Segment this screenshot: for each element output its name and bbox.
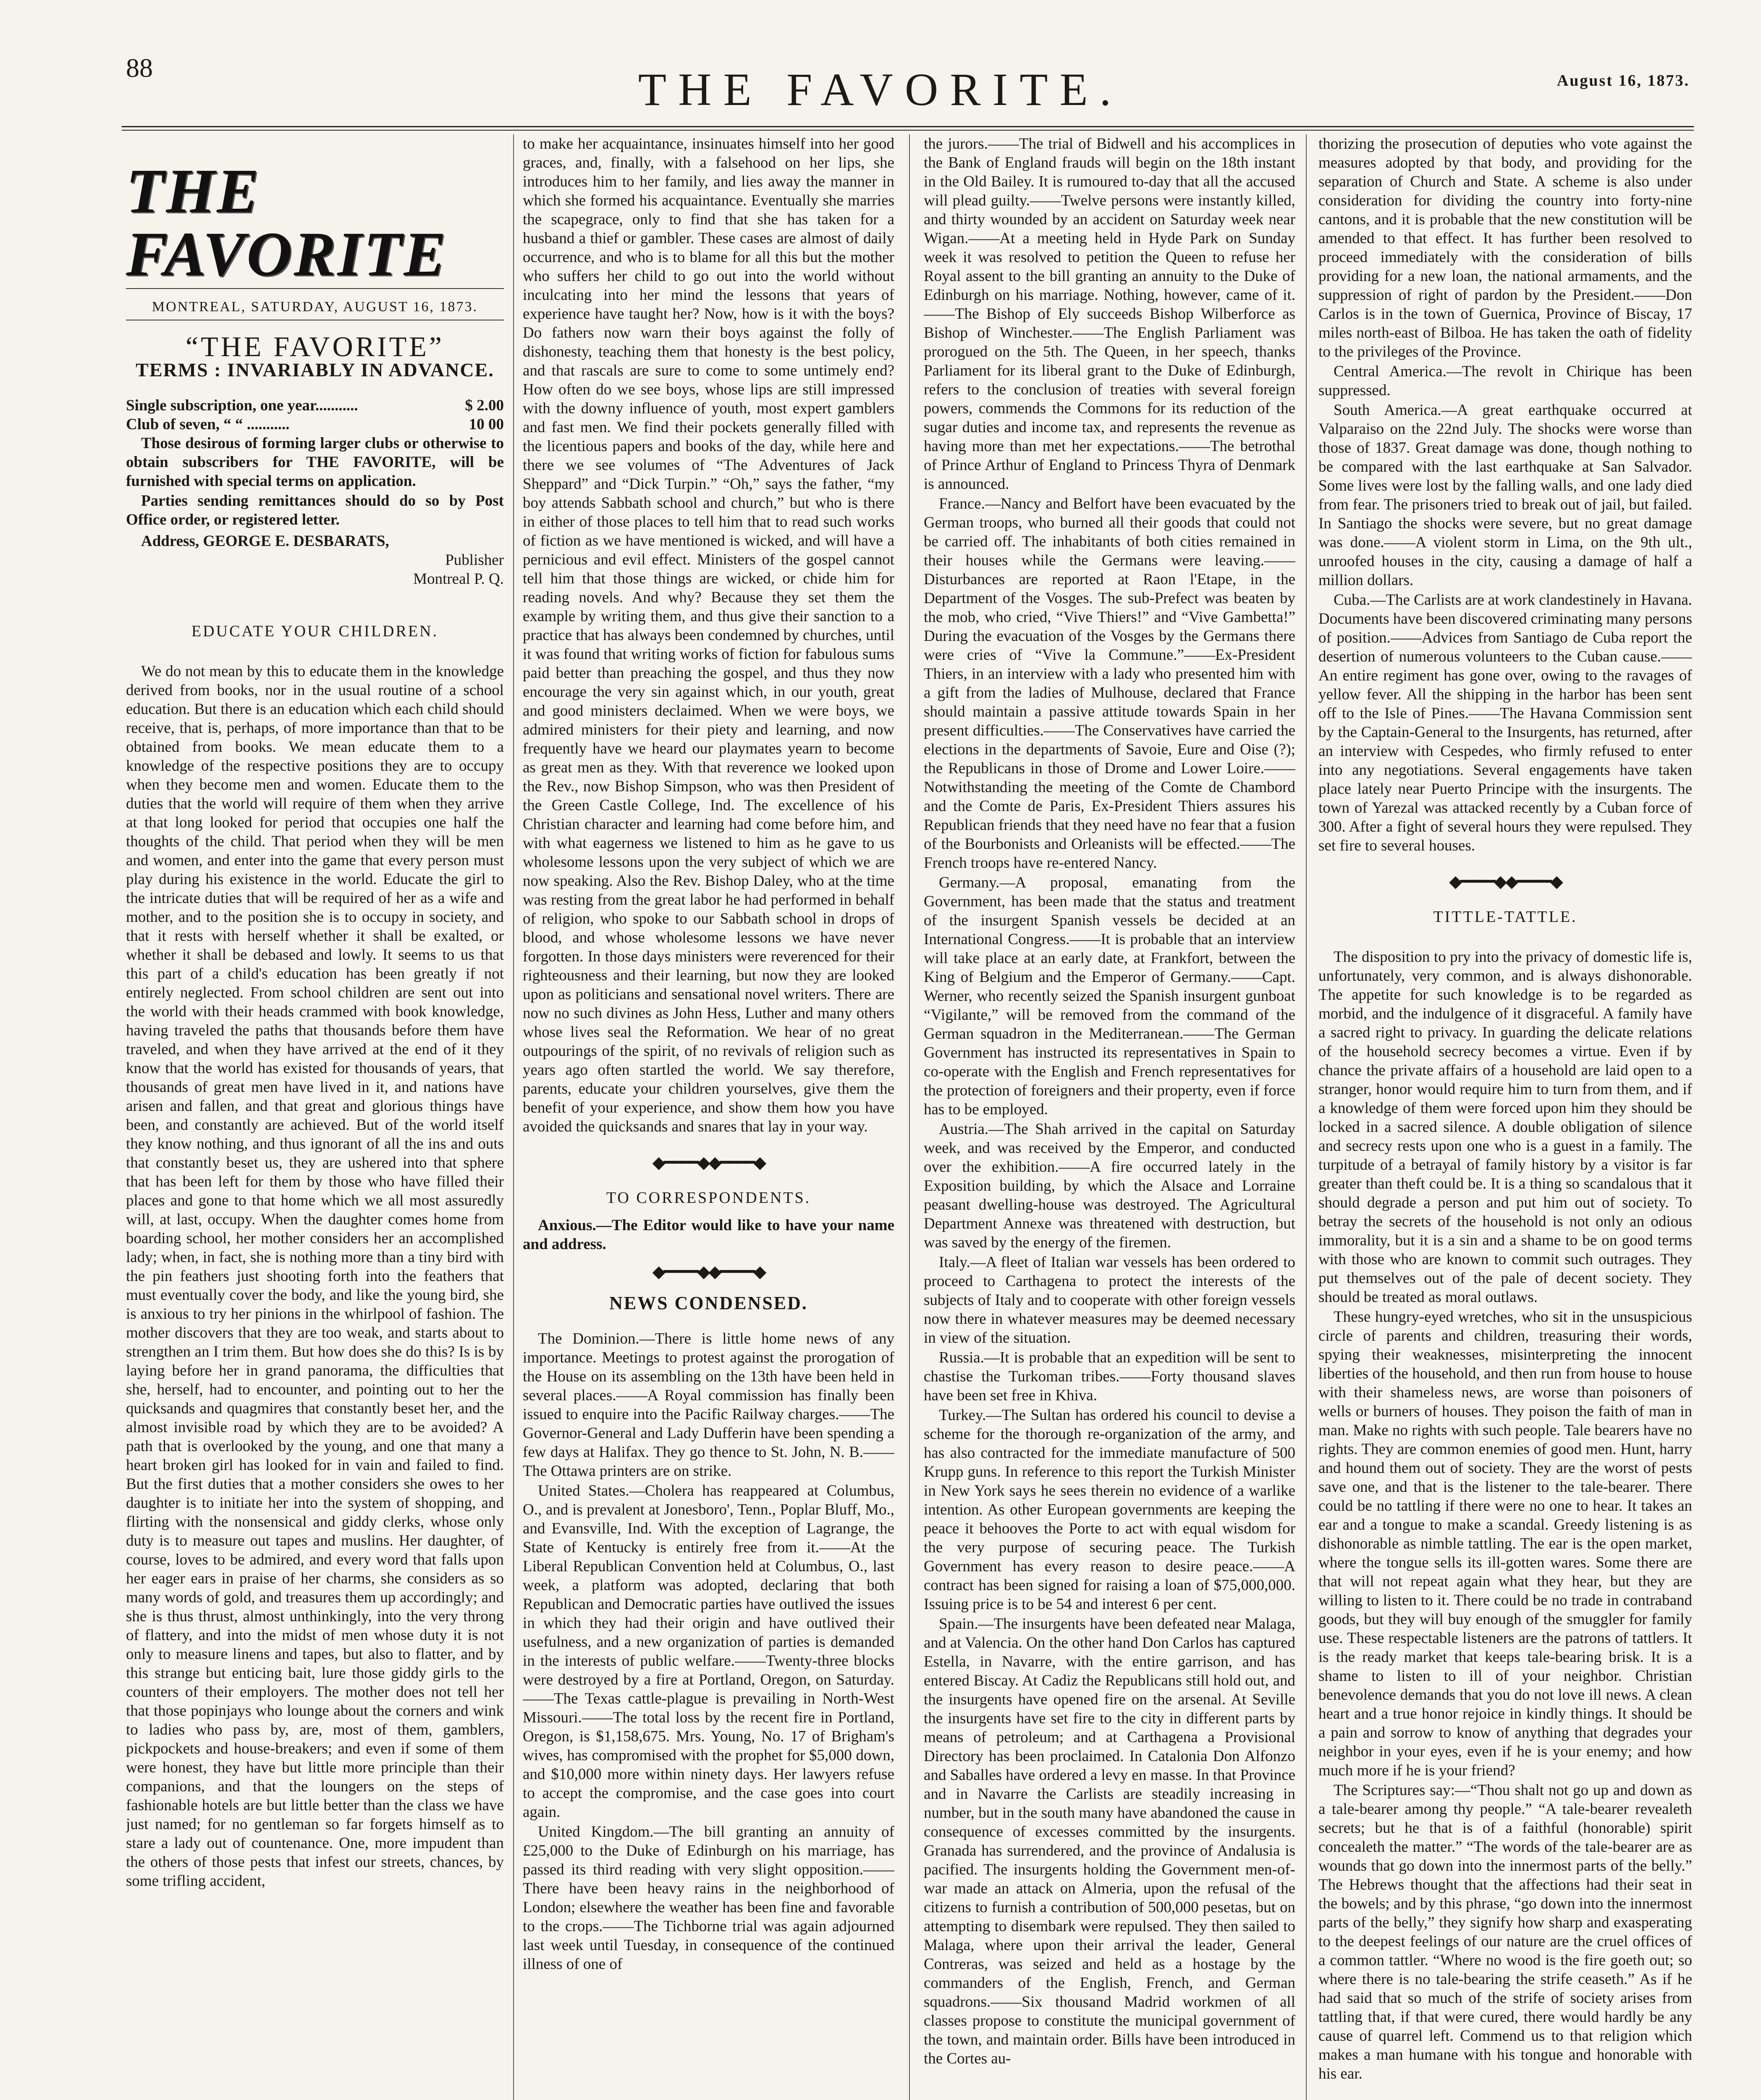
news-austria: Austria.—The Shah arrived in the capital on Saturday week, and was received by the Emperor, and conducted over the exhibition.——A fire occurred lately in the Exposition building, by which the Alsace and Lorraine peasant dwelling-house was destroyed. The Agricultural Department Annexe was threatened with destruction, but was saved by the energy of the firemen.: [924, 1121, 1295, 1251]
column-rule-1: [513, 134, 514, 2100]
news-spain-continued: thorizing the prosecution of deputies who vote against the measures adopted by that body, and providing for the separation of Church and State. A scheme is also under consideration for dividing the country into forty-nine cantons, and it is probable that the new constitution will be amended to that effect. It has further been resolved to proceed immediately with the consideration of bills providing for a new loan, the national armaments, and the suppression of right of pardon by the President.——Don Carlos is in the town of Guernica, Province of Biscay, 17 miles north-east of Bilboa. He has taken the oath of fidelity to the privileges of the Province.: [1318, 135, 1692, 360]
rate-price: 10 00: [469, 416, 504, 433]
educate-continued: to make her acquaintance, insinuates himself into her good graces, and, finally, with a falsehood on her lips, she introduces him to her family, and lies away the manner in which she formed his acquaintance. Eventually she marries the scapegrace, only to find that she has taken for a husband a thief or gambler. These cases are almost of daily occurrence, and who is to blame for all this but the mother who suffers her child to go out into the world without inculcating into her mind the lessons that years of experience have taught her? Now, how is it with the boys? Do fathers now warn their boys against the folly of dishonesty, teaching them that honesty is the best policy, and that rascals are sure to come to some untimely end? How often do we see boys, whose lips are still impressed with the downy influence of youth, most expert gamblers and fast men. We find their pockets generally filled with the licentious papers and books of the day, while here and there we see volumes of “The Adventures of Jack Sheppard” and “Dick Turpin.” “Oh,” says the father, “my boy attends Sabbath school and church,” but who is there in either of those places to tell him that to read such works of fiction as we have mentioned is wicked, and will have a pernicious and evil effect. Ministers of the gospel cannot tell him that those things are wicked, or chide him for reading novels. And why? Because they set them the example by writing them, and thus give their sanction to a practice that has always been condemned by churches, until it was found that writing works of fiction for fabulous sums paid better than preaching the gospel, and thus they now encourage the very sin against which, in our youth, great and good ministers declaimed. When we were boys, we admired ministers for their piety and learning, and now frequently have we heard our playmates yearn to become as great men as they. With that reverence we looked upon the Rev., now Bishop Simpson, who was then President of the Green Castle College, Ind. The excellence of his Christian character and learning had come before him, and with what eagerness we listened to him as he gave to us wholesome lessons upon the very subject of which we are now speaking. Also the Rev. Bishop Daley, who at the time was resting from the great labor he had performed in behalf of religion, who spoke to our Sabbath school in drops of blood, and whose wholesome lessons we have never forgotten. In those days ministers were reverenced for their righteousness and their learning, but now they are looked upon as politicians and sensational novel writers. There are now no such divines as John Hess, Luther and many others whose lives seal the Reformation. We hear of no great outpourings of the spirit, of no revivals of religion such as years ago often startled the world. We say therefore, parents, educate your children yourselves, give them the benefit of your experience, and show them how you have avoided the quicksands and snares that lay in your way.: [523, 135, 894, 1135]
header-rule: [122, 126, 1694, 131]
rate-single: [126, 396, 504, 415]
terms-heading: TERMS : INVARIABLY IN ADVANCE.: [136, 359, 494, 381]
ornament-divider: ◆━━━━◆◆━━━━◆: [1449, 872, 1562, 891]
news-heading: NEWS CONDENSED.: [609, 1293, 808, 1313]
educate-paragraph: We do not mean by this to educate them in the knowledge derived from books, nor in the usual routine of a school education. But there is an education which each child should receive, that is, perhaps, of more importance than that to be obtained from books. We mean educate them to a knowledge of the respective positions they are to occupy when they become men and women. Educate them to the duties that the world will require of them when they arrive at that long looked for period that occupies one half the thoughts of the child. That period when they will be men and women, and enter into the game that every person must play during his existence in the world. Educate the girl to the intricate duties that will be required of her as a wife and mother, and to the position she is to occupy in society, and that it rests with herself whether it shall be exalted, or whether it shall be debased and lowly. It seems to us that this part of a child's education has been greatly if not entirely neglected. From school children are sent out into the world with their heads crammed with book knowledge, having traveled the paths that thousands before them have traveled, and when they have arrived at the end of it they know that the world has existed for thousands of years, that thousands of great men have lived in it, and nations have arisen and fallen, and that great and glorious things have been, and constantly are achieved. But of the world itself they know nothing, and thus ignorant of all the ins and outs that constantly beset us, they are ushered into that sphere that has been left for them by those who have filled their places and gone to that home which we all most assuredly will, at last, occupy. When the daughter comes home from boarding school, her mother considers her an accomplished lady; when, in fact, she is nothing more than a tiny bird with the pin feathers just shooting forth into the feathers that must eventually cover the body, and like the young bird, she is anxious to try her pinions in the whirlpool of fashion. The mother discovers that they are too weak, and starts about to strengthen an I trim them. But how does she do this? Is is by laying before her in grand panorama, the difficulties that she, herself, had to encounter, and pointing out to her the quicksands and quagmires that constantly beset her, and the almost invisible road by which they are to be avoided? A path that is overlooked by the young, and one that many a heart broken girl has looked for in vain and failed to find. But the first duties that a mother considers she owes to her daughter is to initiate her into the system of shopping, and flirting with the nonsensical and giddy clerks, whose only duty is to measure out tapes and muslins. Her daughter, of course, loves to be admired, and every word that falls upon her eager ears in praise of her charms, she considers as so many words of gold, and treasures them up accordingly; and she is thus thrust, almost unthinkingly, into the very throng of flattery, and into the midst of men whose duty it is not only to measure linens and tapes, but also to flatter, and by this strange but enticing bait, lure those giddy girls to the counters of their employers. The mother does not tell her that those popinjays who lounge about the corners and wink to ladies who pass by, are, most of them, gamblers, pickpockets and house-breakers; and even if some of them were honest, they have but little more principle than their companions, and that the loungers on the steps of fashionable hotels are but little better than the class we have just named; for no gentleman so far forgets himself as to stare a lady out of countenance. One, more impudent than the others of those pests that infest our streets, chances, by some trifling accident,: [126, 663, 504, 1890]
remittances-notice: Parties sending remittances should do so by Post Office order, or registered letter.: [126, 492, 504, 528]
news-central-america: Central America.—The revolt in Chirique has been suppressed.: [1318, 363, 1692, 399]
rate-label: Club of seven, “ “ ...........: [126, 416, 290, 433]
news-russia: Russia.—It is probable that an expedition will be sent to chastise the Turkoman tribes.——Forty thousand slaves have been set free in Khiva.: [924, 1349, 1295, 1404]
masthead-title: THE FAVORITE.: [638, 64, 1123, 115]
favorite-heading: “THE FAVORITE”: [186, 331, 444, 362]
news-italy: Italy.—A fleet of Italian war vessels has been ordered to proceed to Carthagena to protect the interests of the subjects of Italy and to cooperate with other foreign vessels now there in whatever measures may be deemed necessary in view of the situation.: [924, 1254, 1295, 1347]
news-south-america: South America.—A great earthquake occurred at Valparaiso on the 22nd July. The shocks were worse than those of 1837. Great damage was done, though nothing to be compared with the last earthquake at San Salvador. Some lives were lost by the falling walls, and one lady died from fear. The prisoners tried to break out of jail, but failed. In Santiago the shocks were severe, but no great damage was done.——A violent storm in Lima, on the 9th ult., unroofed houses in the city, causing a damage of half a million dollars.: [1318, 402, 1692, 589]
educate-heading: EDUCATE YOUR CHILDREN.: [191, 622, 438, 640]
column-3: [924, 134, 1295, 2100]
correspondents-heading: TO CORRESPONDENTS.: [606, 1189, 811, 1207]
header-date: August 16, 1873.: [1557, 72, 1690, 89]
publisher-line: Publisher: [445, 551, 504, 569]
news-dominion: The Dominion.—There is little home news of any importance. Meetings to protest against the prorogation of the House on its assembling on the 13th have been held in several places.——A Royal commission has finally been issued to enquire into the Pacific Railway charges.——The Governor-General and Lady Dufferin have been spending a few days at Halifax. They go thence to St. John, N. B.——The Ottawa printers are on strike.: [523, 1330, 894, 1480]
clubs-notice: Those desirous of forming larger clubs or otherwise to obtain subscribers for THE FAVORITE, will be furnished with special terms on application.: [126, 435, 504, 490]
news-united-kingdom: United Kingdom.—The bill granting an annuity of £25,000 to the Duke of Edinburgh on his marriage, has passed its third reading with very slight opposition.——There have been heavy rains in the neighborhood of London; elsewhere the weather has been fine and favorable to the crops.——The Tichborne trial was again adjourned last week until Tuesday, in consequence of the continued illness of one of: [523, 1823, 894, 1973]
column-4: [1318, 134, 1692, 2100]
favorite-logo: THE FAVORITE: [126, 156, 448, 289]
rate-label: Single subscription, one year...........: [126, 397, 358, 414]
tittle-paragraph-3: The Scriptures say:—“Thou shalt not go up and down as a tale-bearer among thy people.” “A tale-bearer revealeth secrets; but he that is of a faithful (honorable) spirit concealeth the matter.” “The words of the tale-bearer are as wounds that go down into the innermost parts of the belly.” The Hebrews thought that the affections had their seat in the bowels; and by this phrase, “go down into the innermost parts of the belly,” they signify how sharp and exasperating to the deepest feelings of our nature are the cruel offices of a common tattler. “Where no wood is the fire goeth out; so where there is no tale-bearing the strife ceaseth.” As if he had said that so much of the strife of society arises from tattling that, if that were cured, there would hardly be any cause of quarrel left. Commend us to that religion which makes a man humane with his tongue and honorable with his ear.: [1318, 1782, 1692, 2082]
news-uk-continued: the jurors.——The trial of Bidwell and his accomplices in the Bank of England frauds will begin on the 18th instant in the Old Bailey. It is rumoured to-day that all the accused will plead guilty.——Twelve persons were instantly killed, and thirty wounded by an accident on Saturday week near Wigan.——At a meeting held in Hyde Park on Sunday week it was resolved to petition the Queen to refuse her Royal assent to the bill granting an annuity to the Duke of Edinburgh on his marriage. Nothing, however, came of it.——The Bishop of Ely succeeds Bishop Wilberforce as Bishop of Winchester.——The English Parliament was prorogued on the 5th. The Queen, in her speech, thanks Parliament for its liberal grant to the Duke of Edinburgh, refers to the conclusion of treaties with several foreign powers, commends the Commons for its reduction of the sugar duties and income tax, and represents the revenue as having more than met her expectations.——The betrothal of Prince Arthur of England to Princess Thyra of Denmark is announced.: [924, 135, 1295, 493]
news-cuba: Cuba.—The Carlists are at work clandestinely in Havana. Documents have been discovered criminating many persons of position.——Advices from Santiago de Cuba report the desertion of numerous volunteers to the Cuban cause.——An entire regiment has gone over, owing to the ravages of yellow fever. All the shipping in the harbor has been sent off to the Isle of Pines.——The Havana Commission sent by the Captain-General to the Insurgents, has returned, after an interview with Cespedes, who firmly refused to enter into any negotiations. Several engagements have taken place lately near Puerto Principe with the insurgents. The town of Yarezal was attacked recently by a Cuban force of 300. After a fight of several hours they were repulsed. They set fire to several houses.: [1318, 591, 1692, 854]
news-turkey: Turkey.—The Sultan has ordered his council to devise a scheme for the thorough re-organization of the army, and has also contracted for the immediate manufacture of 500 Krupp guns. In reference to this report the Turkish Minister in New York says he sees therein no evidence of a warlike intention. As other European governments are keeping the peace it behooves the Porte to act with equal wisdom for the very purpose of securing peace. The Turkish Government has every reason to desire peace.——A contract has been signed for raising a loan of $75,000,000. Issuing price is to be 54 and interest 6 per cent.: [924, 1407, 1295, 1613]
column-2: [523, 134, 894, 2100]
ornament-divider: ◆━━━━◆◆━━━━◆: [652, 1262, 765, 1281]
dateline: MONTREAL, SATURDAY, AUGUST 16, 1873.: [152, 299, 478, 315]
ornament-divider: ◆━━━━◆◆━━━━◆: [652, 1153, 765, 1172]
news-germany: Germany.—A proposal, emanating from the Government, has been made that the status and treatment of the insurgent Spanish vessels be decided at an International Congress.——It is probable that an interview will take place at an early date, at Frankfort, between the King of Belgium and the Emperor of Germany.——Capt. Werner, who recently seized the Spanish insurgent gunboat “Vigilante,” will be removed from the command of the German squadron in the Mediterranean.——The German Government has instructed its representatives in Spain to co-operate with the English and French representatives for the protection of foreigners and their property, even if force has to be employed.: [924, 874, 1295, 1118]
rate-club: [126, 415, 504, 434]
address-line: Address, GEORGE E. DESBARATS,: [141, 533, 389, 550]
news-spain: Spain.—The insurgents have been defeated near Malaga, and at Valencia. On the other hand Don Carlos has captured Estella, in Navarre, with the entire garrison, and has entered Biscay. At Cadiz the Republicans still hold out, and the insurgents have opened fire on the arsenal. At Seville the insurgents have set fire to the city in different parts by means of petroleum; and at Carthagena a Provisional Directory has been proclaimed. In Catalonia Don Alfonzo and Saballes have ordered a levy en masse. In that Province and in Navarre the Carlists are steadily increasing in number, but in the south many have abandoned the cause in consequence of excesses committed by the insurgents. Granada has surrendered, and the province of Andalusia is pacified. The insurgents holding the Government men-of-war made an attack on Almeria, upon the refusal of the citizens to furnish a contribution of 500,000 pesetas, but on attempting to disembark were repulsed. They then sailed to Malaga, where upon their arrival the leader, General Contreras, was seized and held as a hostage by the commanders of the English, French, and German squadrons.——Six thousand Madrid workmen of all classes propose to constitute the municipal government of the town, and maintain order. Bills have been introduced in the Cortes au-: [924, 1615, 1295, 2067]
tittle-paragraph-2: These hungry-eyed wretches, who sit in the unsuspicious circle of parents and children, treasuring their words, spying their weaknesses, misinterpreting the innocent liberties of the household, and then run from house to house with their shameless news, are worse than poisoners of wells or burners of houses. They poison the faith of man in man. Make no rights with such people. Tale bearers have no rights. They are common enemies of good men. Hunt, harry and hound them out of society. They are the worst of pests save one, and that is the listener to the tale-bearer. There could be no tattling if there were no one to hear. It takes an ear and a tongue to make a scandal. Greedy listening is as dishonorable as nimble tattling. The ear is the open market, where the tongue sells its ill-gotten wares. Some there are that will not repeat again what they hear, but they are willing to listen to it. There could be no trade in contraband goods, but they will buy enough of the smuggler for family use. These respectable listeners are the patrons of tattlers. It is the ready market that keeps tale-bearing brisk. It is a shame to listen to ill of your neighbor. Christian benevolence demands that you do not love ill news. A clean heart and a true honor rejoice in kindly things. It should be a pain and sorrow to know of anything that degrades your neighbor in your eyes, even if he is your enemy; and how much more if he is your friend?: [1318, 1308, 1692, 1779]
news-united-states: United States.—Cholera has reappeared at Columbus, O., and is prevalent at Jonesboro', Tenn., Poplar Bluff, Mo., and Evansville, Ind. With the exception of Lagrange, the State of Kentucky is entirely free from it.——At the Liberal Republican Convention held at Columbus, O., last week, a platform was adopted, declaring that both Republican and Democratic parties have outlived the issues in which they had their origin and have outlived their usefulness, and a new organization of parties is demanded in the interests of public welfare.——Twenty-three blocks were destroyed by a fire at Portland, Oregon, on Saturday.——The Texas cattle-plague is prevailing in North-West Missouri.——The total loss by the recent fire in Portland, Oregon, is $1,158,675. Mrs. Young, No. 17 of Brigham's wives, has compromised with the prophet for $5,000 down, and $10,000 more within ninety days. Her lawyers refuse to accept the compromise, and the case goes into court again.: [523, 1482, 894, 1821]
city-line: Montreal P. Q.: [413, 570, 504, 588]
column-rule-2: [909, 134, 910, 2100]
page-number: 88: [126, 53, 153, 83]
correspondents-text: Anxious.—The Editor would like to have your name and address.: [523, 1217, 894, 1253]
column-rule-3: [1306, 134, 1307, 2100]
column-1: [126, 134, 504, 2100]
news-france: France.—Nancy and Belfort have been evacuated by the German troops, who burned all their goods that could not be carried off. The inhabitants of both cities remained in their houses while the Germans were leaving.——Disturbances are reported at Raon l'Etape, in the Department of the Vosges. The sub-Prefect was beaten by the mob, who cried, “Vive Thiers!” and “Vive Gambetta!” During the evacuation of the Vosges by the Germans there were cries of “Vive la Commune.”——Ex-President Thiers, in an interview with a lady who presented him with a gift from the ladies of Mulhouse, declared that France should maintain a passive attitude towards Spain in her present difficulties.——The Conservatives have carried the elections in the departments of Savoie, Eure and Oise (?); the Republicans in those of Drome and Lower Loire.——Notwithstanding the meeting of the Comte de Chambord and the Comte de Paris, Ex-President Thiers assures his Republican friends that they need have no fear that a fusion of the Bourbonists and Orleanists will be effected.——The French troops have re-entered Nancy.: [924, 495, 1295, 872]
tittle-paragraph-1: The disposition to pry into the privacy of domestic life is, unfortunately, very common, and is always dishonorable. The appetite for such knowledge is to be regarded as morbid, and the indulgence of it disgraceful. A family have a sacred right to privacy. In guarding the delicate relations of the household secrecy becomes a virtue. Even if by chance the private affairs of a household are laid open to a stranger, honor would require him to turn from them, and if a knowledge of them were forced upon him they should be locked in a sacred silence. A double obligation of silence and secrecy rests upon one who is a guest in a family. The turpitude of a betrayal of family history by a visitor is far greater than theft could be. It is a thing so scandalous that it should degrade a person and put him out of society. To betray the secrets of the household is not only an odious immorality, but it is a sin and a shame to be on good terms with those who are known to commit such outrages. They put themselves out of the pale of decent society. They should be treated as moral outlaws.: [1318, 948, 1692, 1306]
tittle-tattle-heading: TITTLE-TATTLE.: [1433, 908, 1578, 926]
rate-price: $ 2.00: [465, 397, 504, 414]
